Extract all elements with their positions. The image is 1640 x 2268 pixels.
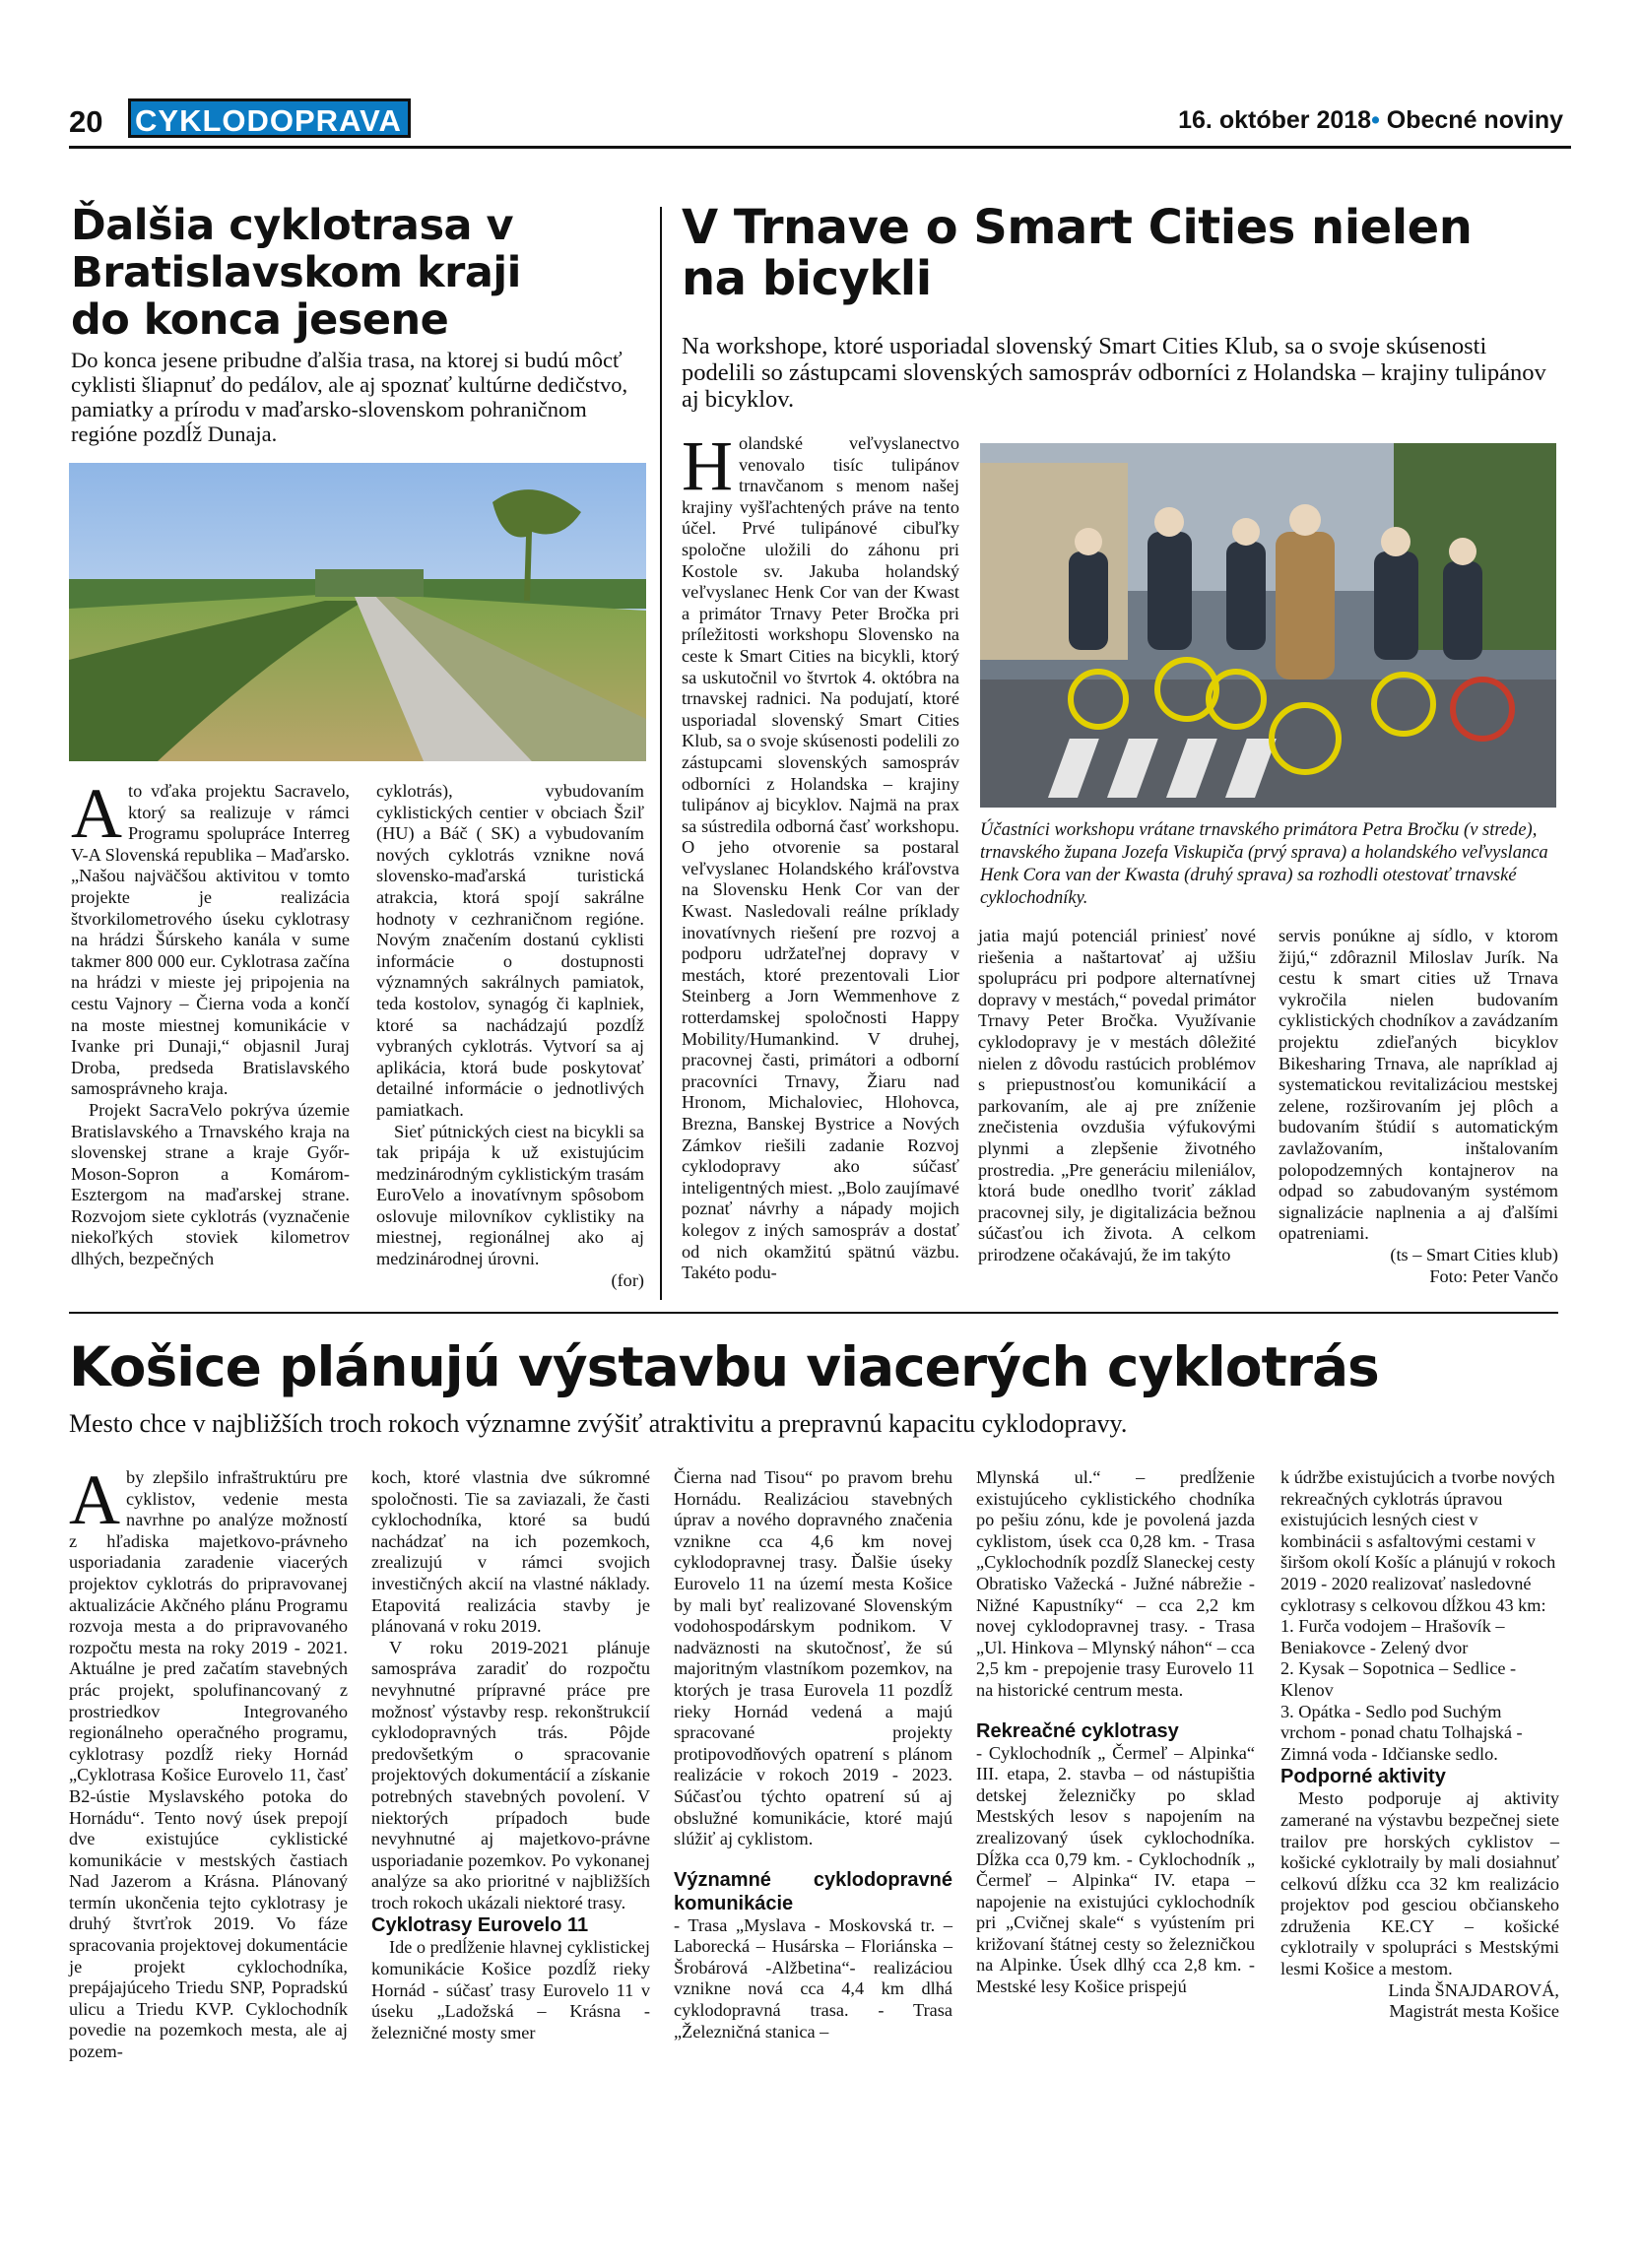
article1-headline: Ďalšia cyklotrasa v Bratislavskom kraji do konca jesene <box>71 201 521 345</box>
header-rule <box>69 146 1571 149</box>
article1-paragraph: Projekt SacraVelo pokrýva územie Bratislavského a Trnavského kraja na slovenskej strane a kraje Győr-Moson-Sopron a Komárom-Esztergom na maďarskej strane. Rozvojom siete cyklotrás (vyznačenie niekoľkých stoviek kilometrov dlhých, bezpečných <box>71 1099 350 1269</box>
photo-caption: Účastníci workshopu vrátane trnavského primátora Petra Bročku (v strede), trnavského župana Jozefa Viskupiča (prvý sprava) a holandského veľvyslanca Henk Cora van der Kwasta (druhý sprava) sa rozhodli otestovať trnavské cyklochodníky. <box>980 820 1548 908</box>
article2-signature: (ts – Smart Cities klub) <box>1390 1244 1558 1264</box>
page-number: 20 <box>69 104 103 139</box>
article2-column-1 <box>682 426 959 1284</box>
subheading: Podporné aktivity <box>1280 1766 1446 1788</box>
article2-paragraph: olandské veľvyslanectvo venovalo tisíc tulipánov trnavčanom s menom našej krajiny vyšľachtených práve na tento účel. Prvé tulipánové cibuľky spoločne uložili do záhonu pri Kostole sv. Jakuba holandský veľvyslanec Henk Cor van der Kwast a primátor Trnavy Peter Bročka pri príležitosti workshopu Slovensko na ceste k Smart Cities na bicykli, ktorý sa uskutočnil vo štvrtok 4. októbra na trnavskej radnici. Na podujatí, ktoré usporiadal slovenský Smart Cities Klub, sa o svoje skúsenosti podelili zo zástupcami slovenských samospráv odborníci z Holandska – krajiny tulipánov aj bicyklov. Najmä na prax sa sústredila odborná časť workshopu. O jeho otvorenie sa postaral veľvyslanec Holandského kráľovstva na Slovensku Henk Cor van der Kwast. Nasledovali reálne príklady inovatívnych riešení pre rozvoj a podporu udržateľnej dopravy v mestách, ktoré prezentovali Lior Steinberg a Jorn Wemmenhove z rotterdamskej spoločnosti Happy Mobility/Humankind. V druhej, pracovnej časti, primátori a odborní pracovníci Trnavy, Žiaru nad Hronom, Michaloviec, Hlohovca, Brezna, Banskej Bystrice a Nových Zámkov riešili zadanie Rozvoj cyklodopravy ako súčasť inteligentných miest. „Bolo zaujímavé poznať návrhy a nápady mojich kolegov z iných samospráv a dostať od nich okamžitú spätnú väzbu. Takéto podu- <box>682 433 959 1283</box>
article2-paragraph: jatia majú potenciál priniesť nové riešenia a naštartovať aj užšiu spoluprácu pri podpore alternatívnej dopravy v mestách,“ povedal primátor Trnavy Peter Bročka. Využívanie cyklodopravy je v mestách dôležité nielen z dôvodu rastúcich problémov s priepustnosťou komunikácií a parkovaním, ale aj pre zníženie znečistenia ovzdušia výfukovými plynmi a zlepšenie životného prostredia. „Pre generáciu mileniálov, ktorá bude onedlho tvoriť základ pracovnej sily, je digitalizácia bežnou súčasťou ich života. A celkom prirodzene očakávajú, že im takýto <box>978 926 1256 1264</box>
author-name: Linda ŠNAJDAROVÁ, <box>1388 1979 1559 2000</box>
bullet-separator: • <box>1371 106 1380 134</box>
article1-paragraph: cyklotrás), vybudovaním cyklistických centier v obciach Šziľ (HU) a Báč ( SK) a vybudovaním nových cyklotrás vznikne nová slovensko-maďarská turistická atrakcia, ktorá spojí sakrálne hodnoty v cezhraničnom regióne. Novým značením dostanú cyklisti informácie o dostupnosti významných sakrálnych pamiatok, teda kostolov, synagóg či kaplniek, ktoré sa nachádzajú pozdĺž vybraných cyklotrás. Vytvorí sa aj aplikácia, ktorá bude poskytovať detailné informácie o jednotlivých pamiatkach. <box>376 781 644 1120</box>
cyclists-photo <box>980 443 1556 808</box>
article2-headline: V Trnave o Smart Cities nielen na bicykli <box>682 200 1473 306</box>
route-list-item: 2. Kysak – Sopotnica – Sedlice - Klenov <box>1280 1658 1517 1700</box>
article3-column-4 <box>976 1467 1255 1998</box>
article1-paragraph: Sieť pútnických ciest na bicykli sa tak pripája k už existujúcim medzinárodným cyklistickým trasám EuroVelo a inovatívnym spôsobom oslovuje milovníkov cyklistiky na miestnej, regionálnej ako aj medzinárodnej úrovni. <box>376 1121 644 1269</box>
section-label: CYKLODOPRAVA <box>128 98 411 138</box>
article3-paragraph: k údržbe existujúcich a tvorbe nových rekreačných cyklotrás úpravou existujúcich lesných ciest v kombinácii s asfaltovými cestami v širšom okolí Košíc a plánujú v rokoch 2019 - 2020 realizovať nasledovné cyklotrasy s celkovou dĺžkou 43 km: <box>1280 1467 1556 1615</box>
article3-headline: Košice plánujú výstavbu viacerých cyklotrás <box>69 1335 1379 1398</box>
article1-column-2 <box>376 781 644 1291</box>
issue-date: 16. október 2018 <box>1178 106 1372 134</box>
article2-lead: Na workshope, ktoré usporiadal slovenský Smart Cities Klub, sa o svoje skúsenosti podelili so zástupcami slovenských samospráv odborníci z Holandska – krajiny tulipánov aj bicyklov. <box>682 333 1546 413</box>
subheading: Rekreačné cyklotrasy <box>976 1719 1179 1742</box>
route-list-item: 3. Opátka - Sedlo pod Suchým vrchom - ponad chatu Tolhajská - Zimná voda - Idčianske sedlo. <box>1280 1701 1523 1764</box>
article2-column-2 <box>978 926 1256 1266</box>
article3-paragraph: - Cyklochodník „ Čermeľ – Alpinka“ III. etapa, 2. stavba – od nástupištia detskej železničky po sklad Mestských lesov s napojením na zrealizovaný úsek cyklochodníka. Dĺžka cca 0,79 km. - Cyklochodník „ Čermeľ – Alpinka“ IV. etapa – napojenie na existujúci cyklochodník pri „Cvičnej skale“ s vyústením pri križovaní štátnej cesty so železničkou na Alpinke. Úsek dlhý cca 2,8 km. - Mestské lesy Košice prispejú <box>976 1742 1255 1997</box>
article3-paragraph: - Trasa „Myslava - Moskovská tr. – Laborecká – Husárska – Floriánska – Šrobárová -Alžbetina“- realizáciou vznikne nová cca 4,4 km dlhá cyklodopravná trasa. - Trasa „Železničná stanica – <box>674 1914 952 2041</box>
route-list-item: 1. Furča vodojem – Hrašovík – Beniakovce - Zelený dvor <box>1280 1616 1505 1657</box>
article1-signature: (for) <box>611 1269 644 1290</box>
article3-paragraph: Ide o predĺženie hlavnej cyklistickej komunikácie Košice pozdĺž rieky Hornád - súčasť trasy Eurovelo 11 v úseku „Ladožská – Krásna - železničné mosty smer <box>371 1937 650 2042</box>
article3-paragraph: V roku 2019-2021 plánuje samospráva zaradiť do rozpočtu nevyhnutné prípravné práce pre možnosť výstavby resp. rekonštrukcií cyklodopravných trás. Pôjde predovšetkým o spracovanie projektových dokumentácií a získanie potrebných stavebných povolení. V niektorých prípadoch bude nevyhnutné aj majetkovo-právne usporiadanie pozemkov. Po vykonanej analýze sa ako prioritné v najbližších troch rokoch ukázali niektoré trasy. <box>371 1637 650 1912</box>
article3-lead: Mesto chce v najbližších troch rokoch významne zvýšiť atraktivitu a prepravnú kapacitu cyklodopravy. <box>69 1409 1128 1438</box>
bike-path-photo <box>69 463 646 761</box>
article2-paragraph: servis ponúkne aj sídlo, v ktorom žijú,“ zdôraznil Miloslav Jurík. Na cestu k smart cities už Trnava vykročila nielen budovaním cyklistických chodníkov a zavádzaním projektu zdieľaných bicyklov Bikesharing Trnava, ale napríklad aj systematickou revitalizáciou mestskej zelene, rozširovaním jej plôch a budovaním štúdií s automatickým zavlažovaním, inštalovaním polopodzemných kontajnerov na odpad so zabudovaným systémom signalizácie naplnenia a aj ďalšími opatreniami. <box>1279 926 1558 1244</box>
article3-column-1 <box>69 1460 348 2063</box>
article3-paragraph: koch, ktoré vlastnia dve súkromné spoločnosti. Tie sa zaviazali, že časti cyklochodníka, ktoré sa budú nachádzať na ich pozemkoch, zrealizujú v rámci svojich investičných akcií na vlastné náklady. Etapovitá realizácia stavby je plánovaná v roku 2019. <box>371 1467 650 1637</box>
article3-column-3 <box>674 1467 952 2042</box>
article1-lead: Do konca jesene pribudne ďalšia trasa, na ktorej si budú môcť cyklisti šliapnuť do pedálov, ale aj spoznať kultúrne dedičstvo, pamiatky a prírodu v maďarsko-slovenskom pohraničnom regióne pozdĺž Dunaja. <box>71 348 628 446</box>
masthead-right <box>1178 106 1563 135</box>
article3-column-5 <box>1280 1467 1559 2023</box>
author-org: Magistrát mesta Košice <box>1389 2001 1559 2022</box>
article3-paragraph: Čierna nad Tisou“ po pravom brehu Hornádu. Realizáciou stavebných úprav a nového dopravného značenia vznikne cca 4,6 km novej cyklodopravnej trasy. Ďalšie úseky Eurovelo 11 na území mesta Košice by mali byť realizované Slovenským vodohospodárskym podnikom. V nadväznosti na skutočnosť, že sú majoritným vlastníkom pozemkov, na ktorých je trasa Eurovela 11 pozdĺž rieky Hornád vedená a majú spracované projekty protipovodňových opatrení s plánom realizácie v rokoch 2019 - 2023. Súčasťou týchto opatrení sú aj obslužné komunikácie, ktoré majú slúžiť aj cyklistom. <box>674 1467 952 1849</box>
article1-column-1 <box>71 774 350 1270</box>
subheading: Významné cyklodopravné komunikácie <box>674 1868 952 1914</box>
article3-paragraph: by zlepšilo infraštruktúru pre cyklistov, vedenie mesta navrhne po analýze možností z hľadiska majetkovo-právneho usporiadania zaradenie viacerých projektov cyklotrás do pripravovanej aktualizácie Akčného plánu Programu rozvoja mesta a do pripravovaného rozpočtu mesta na roky 2019 - 2021. Aktuálne je pred začatím stavebných prác projekt, spolufinancovaný z prostriedkov Integrovaného regionálneho operačného programu, cyklotrasy pozdĺž rieky Hornád „Cyklotrasa Košice Eurovelo 11, časť B2-ústie Myslavského potoka do Hornádu“. Tento nový úsek prepojí dve existujúce cyklistické komunikácie v mestských častiach Nad Jazerom a Krásna. Plánovaný termín ukončenia tejto cyklotrasy je druhý štvrťrok 2019. Vo fáze spracovania projektovej dokumentácie je projekt cyklochodníka, prepájajúceho Triedu SNP, Popradskú ulicu a Triedu KVP. Cyklochodník povedie na pozemkoch mesta, ale aj pozem- <box>69 1467 348 2062</box>
article3-paragraph: Mlynská ul.“ – predĺženie existujúceho cyklistického chodníka po pešiu zónu, kde je povolená jazda cyklistom, úsek cca 0,28 km. - Trasa „Cyklochodník pozdĺž Slaneckej cesty Obratisko Važecká - Južné nábrežie - Nižné Kapustníky“ – cca 2,2 km novej cyklodopravnej trasy. - Trasa „Ul. Hinkova – Mlynský náhon“ – cca 2,5 km - prepojenie trasy Eurovelo 11 na historické centrum mesta. <box>976 1467 1255 1700</box>
drop-cap: A <box>71 774 122 853</box>
photo-credit: Foto: Peter Vančo <box>1429 1265 1558 1286</box>
article1-paragraph: to vďaka projektu Sacravelo, ktorý sa realizuje v rámci Programu spolupráce Interreg V-A Slovenská republika – Maďarsko. „Našou najväčšou aktivitou v tomto projekte je realizácia štvorkilometrového úseku cyklotrasy na hrádzi Šúrskeho kanála v sume takmer 800 000 eur. Cyklotrasa začína na hrádzi v mieste jej pripojenia na cestu Vajnory – Čierna voda a končí na moste miestnej komunikácie v Ivanke pri Dunaji,“ objasnil Juraj Droba, predseda Bratislavského samosprávneho kraja. <box>71 781 350 1099</box>
article2-column-3 <box>1279 926 1558 1287</box>
subheading: Cyklotrasy Eurovelo 11 <box>371 1914 589 1937</box>
article3-paragraph: Mesto podporuje aj aktivity zamerané na výstavbu bezpečnej siete trailov pre horských cyklistov – košické cyklotraily by mali dosiahnuť celkovú dĺžku cca 32 km realizácio projektov pod gesciou občianskeho združenia KE.CY – košické cyklotraily v spolupráci s Mestskými lesmi Košice a mestom. <box>1280 1788 1559 1979</box>
drop-cap: H <box>682 426 733 505</box>
drop-cap: A <box>69 1460 120 1539</box>
article3-column-2 <box>371 1467 650 2043</box>
section-rule <box>69 1312 1558 1314</box>
column-divider <box>660 207 662 1300</box>
publication-name: Obecné noviny <box>1386 106 1563 134</box>
